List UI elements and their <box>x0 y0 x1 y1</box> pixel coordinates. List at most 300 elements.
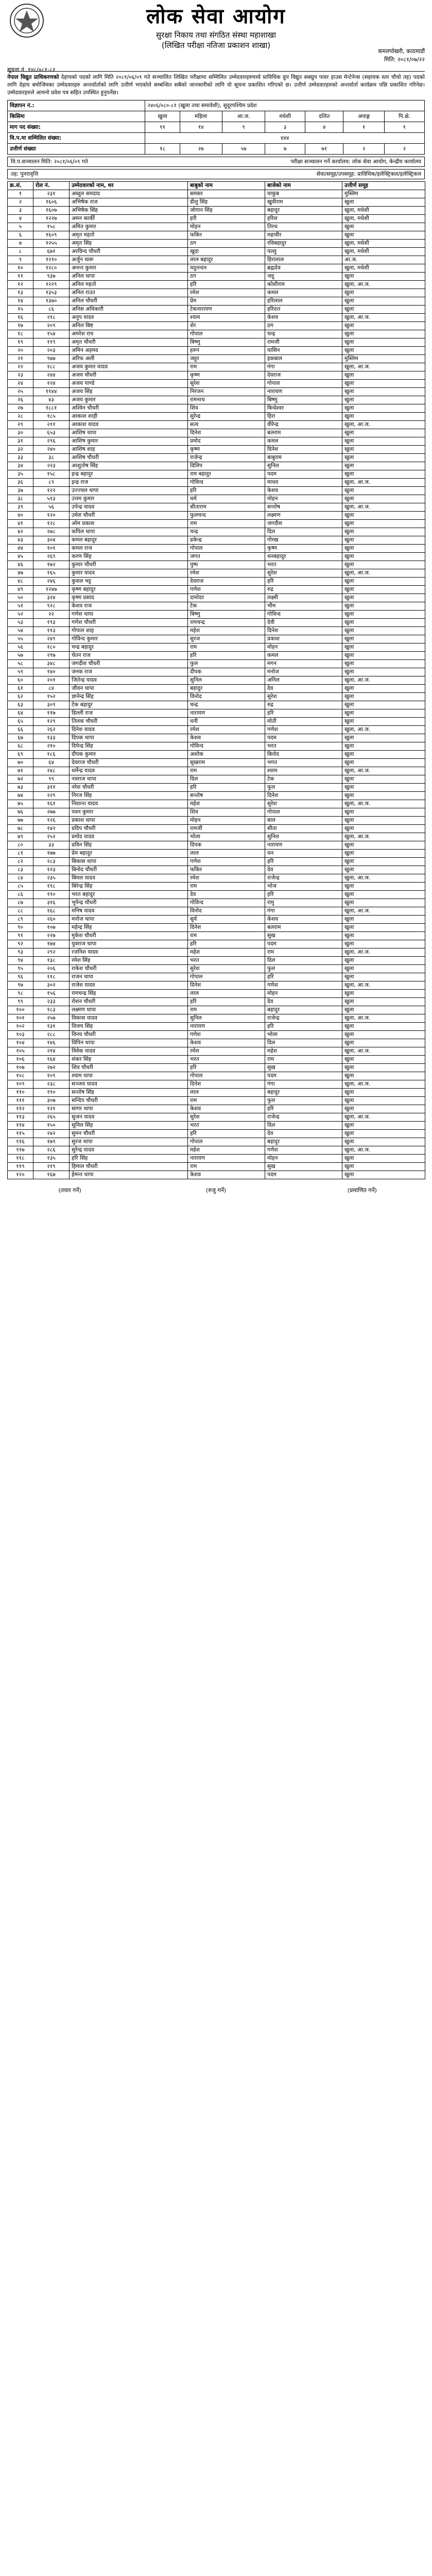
cell-roll: १८० <box>33 643 70 652</box>
cell-name: अरिफ अली <box>70 355 188 363</box>
cell-serial: १११ <box>8 1097 33 1105</box>
cell-grandfather: पदम <box>265 470 342 479</box>
cell-serial: १०८ <box>8 1072 33 1080</box>
cell-father: हरी <box>188 215 265 223</box>
cell-serial: ३३ <box>8 454 33 462</box>
cell-serial: ११० <box>8 1089 33 1097</box>
cell-group: खुला, आ.ज. <box>342 479 425 487</box>
table-row <box>8 1072 425 1080</box>
notice-number: सूचना नं. १४८/०८१-८२ <box>7 66 56 73</box>
cell-father: ठग <box>188 273 265 281</box>
cell-group: खुला <box>342 693 425 701</box>
cell-roll: २०९ <box>33 322 70 330</box>
cell-roll: १२० <box>33 512 70 520</box>
cell-grandfather: राजेन्द्र <box>265 874 342 883</box>
table-row <box>8 190 425 198</box>
cell-roll: १२८० <box>33 264 70 273</box>
cell-serial: ७८ <box>8 825 33 833</box>
cell-father: दिल <box>188 775 265 784</box>
cell-group: खुला <box>342 1155 425 1163</box>
cell-roll: २५२ <box>33 833 70 841</box>
page-title: लोक सेवा आयोग <box>146 5 286 28</box>
cell-grandfather: सुरेश <box>265 693 342 701</box>
table-row <box>8 833 425 841</box>
table-row <box>8 215 425 223</box>
cell-father: गोविन्द <box>188 742 265 751</box>
table-row <box>8 718 425 726</box>
cell-grandfather: बहादुर <box>265 207 342 215</box>
cell-name: सुजन यादव <box>70 1113 188 1122</box>
cell-grandfather: पदम <box>265 734 342 742</box>
cell-grandfather: धन <box>265 850 342 858</box>
cell-roll: १६०६ <box>33 198 70 207</box>
cell-name: सुनिल सिंह <box>70 1122 188 1130</box>
cell-serial: ९८ <box>8 990 33 998</box>
cell-group: खुला, मधेशी <box>342 264 425 273</box>
table-row <box>8 1031 425 1039</box>
table-row <box>8 734 425 742</box>
cell-father: दिपक <box>188 841 265 850</box>
cell-roll: २४४ <box>33 371 70 380</box>
cell-serial: ६५ <box>8 718 33 726</box>
cell-father: नारायण <box>188 1023 265 1031</box>
cell-group: खुला, आ.ज. <box>342 800 425 808</box>
cell-grandfather: कोशीराम <box>265 281 342 289</box>
results-body <box>8 190 425 1179</box>
cell-group: खुला <box>342 808 425 817</box>
cell-roll: ९७७ <box>33 355 70 363</box>
cell-group: खुला <box>342 1105 425 1113</box>
cell-name: अजय सिंह <box>70 388 188 396</box>
cell-serial: ७५ <box>8 800 33 808</box>
cell-father: शिव <box>188 808 265 817</box>
cell-group: खुला, आ.ज. <box>342 1146 425 1155</box>
cell-grandfather: राम <box>265 1056 342 1064</box>
cell-serial: ६७ <box>8 734 33 742</box>
cell-group: खुला, आ.ज. <box>342 314 425 322</box>
cell-group: खुला, आ.ज. <box>342 907 425 916</box>
cell-father: प्रेम <box>188 297 265 306</box>
exam-office: परीक्षा सञ्चालन गर्ने कार्यालय: लोक सेवा आयोग, केन्द्रीय कार्यालय <box>290 159 421 165</box>
table-row <box>8 413 425 421</box>
table-row <box>8 742 425 751</box>
cell-grandfather: हरिश <box>265 215 342 223</box>
cell-group: खुला <box>342 850 425 858</box>
cell-group: खुला <box>342 495 425 503</box>
cell-grandfather: सुरेश <box>265 569 342 578</box>
cell-group: खुला <box>342 396 425 404</box>
cell-serial: ६९ <box>8 751 33 759</box>
page-subtitle: सुरक्षा निकाय तथा संगठित संस्था महाशाखा <box>155 30 277 40</box>
cell-group: खुला <box>342 462 425 470</box>
table-row <box>8 767 425 775</box>
cell-roll: १६५ <box>33 569 70 578</box>
cell-father: गोपाल <box>188 1072 265 1080</box>
cell-group: खुला <box>342 660 425 668</box>
cell-serial: ८४ <box>8 874 33 883</box>
cell-group: खुला <box>342 940 425 948</box>
cell-roll: १८८ <box>33 363 70 371</box>
cell-father: हरि <box>188 784 265 792</box>
cell-grandfather: बिन्देश्वर <box>265 404 342 413</box>
cell-group: खुला <box>342 553 425 561</box>
cell-name: अनन्त कुमार <box>70 264 188 273</box>
cell-name: रमेश सिंह <box>70 957 188 965</box>
cell-grandfather: मोहन <box>265 643 342 652</box>
cell-group: खुला <box>342 1064 425 1072</box>
cell-grandfather: हिरा <box>265 413 342 421</box>
cell-group: खुला <box>342 825 425 833</box>
cell-group: खुला <box>342 685 425 693</box>
cell-serial: ४७ <box>8 569 33 578</box>
cell-name: जितेन्द्र यादव <box>70 676 188 685</box>
cell-father: जोगान सिंह <box>188 207 265 215</box>
table-row <box>8 940 425 948</box>
cell-grandfather: दिल <box>265 528 342 536</box>
cell-grandfather: भरत <box>265 742 342 751</box>
cell-name: शिव चौधरी <box>70 1064 188 1072</box>
cell-serial: ८० <box>8 841 33 850</box>
cell-roll: १३७० <box>33 297 70 306</box>
cell-roll: १८८१ <box>33 404 70 413</box>
cell-group: खुला, आ.ज. <box>342 569 425 578</box>
cell-grandfather: दिल <box>265 957 342 965</box>
table-row <box>8 825 425 833</box>
cell-grandfather: मोहन <box>265 1155 342 1163</box>
ad-value: २४०६/०८०-८१ (खुला तथा समावेशी), सुदूरपश्चिम प्रदेश <box>145 100 425 111</box>
table-row <box>8 907 425 916</box>
cell-grandfather: टेक <box>265 775 342 784</box>
cell-group: खुला <box>342 775 425 784</box>
cell-name: बिमल यादव <box>70 874 188 883</box>
cell-name: अर्जुन थारू <box>70 256 188 264</box>
cell-father: लाल <box>188 990 265 998</box>
cell-father: सुखराम <box>188 759 265 767</box>
table-row <box>8 363 425 371</box>
cell-father: केशव <box>188 734 265 742</box>
cell-name: उत्तम कुमार <box>70 495 188 503</box>
cell-name: कुमार चौधरी <box>70 561 188 569</box>
cell-roll: १९८ <box>33 883 70 891</box>
cell-roll: २०१ <box>33 676 70 685</box>
cell-name: चेतन राज <box>70 652 188 660</box>
cell-serial: ८६ <box>8 891 33 899</box>
cell-group: खुला <box>342 1056 425 1064</box>
cell-roll: २९२ <box>33 948 70 957</box>
table-row <box>8 1138 425 1146</box>
cell-father: राम <box>188 767 265 775</box>
cell-group: खुला <box>342 652 425 660</box>
cell-serial: ५९ <box>8 668 33 676</box>
cell-roll: १५६ <box>33 990 70 998</box>
cell-serial: ३२ <box>8 446 33 454</box>
cell-serial: २९ <box>8 421 33 429</box>
cell-name: प्रदिप चौधरी <box>70 825 188 833</box>
cell-father: देवराज <box>188 578 265 586</box>
cell-group: खुला <box>342 437 425 446</box>
cell-name: विवेक यादव <box>70 1047 188 1056</box>
cell-group: खुला <box>342 306 425 314</box>
cell-father: रमेश <box>188 726 265 734</box>
cell-father: राम <box>188 643 265 652</box>
cell-name: प्रकाश थापा <box>70 817 188 825</box>
cell-grandfather: अनिल <box>265 676 342 685</box>
cell-roll: २९७ <box>33 652 70 660</box>
cell-roll: १२१० <box>33 256 70 264</box>
cell-name: अश्विन चौधरी <box>70 404 188 413</box>
cell-group: खुला <box>342 545 425 553</box>
table-row <box>8 223 425 231</box>
cell-serial: ४० <box>8 512 33 520</box>
cell-group: खुला <box>342 627 425 635</box>
table-row <box>8 1014 425 1023</box>
type-label: किसिमः <box>8 111 145 122</box>
table-row <box>8 462 425 470</box>
cell-grandfather: बिनोद <box>265 751 342 759</box>
cell-grandfather: देवराज <box>265 371 342 380</box>
table-row <box>8 643 425 652</box>
cell-father: यदुनन्दन <box>188 264 265 273</box>
cell-group: खुला <box>342 388 425 396</box>
table-row <box>8 528 425 536</box>
cell-name: उज्ज्वल थापा <box>70 487 188 495</box>
cell-roll: ३४८ <box>33 660 70 668</box>
cell-roll: १६१ <box>33 800 70 808</box>
cell-serial: ७४ <box>8 792 33 800</box>
cell-group: खुला <box>342 858 425 866</box>
cell-group: खुला <box>342 792 425 800</box>
table-row <box>8 957 425 965</box>
intro-paragraph <box>7 71 425 97</box>
cell-group: खुला <box>342 536 425 545</box>
cell-father: चन्द्र <box>188 701 265 709</box>
cell-roll: २४६ <box>33 578 70 586</box>
cell-name: उमेश चौधरी <box>70 512 188 520</box>
cell-group: खुला, मधेशी <box>342 207 425 215</box>
cell-group: खुला, आ.ज. <box>342 363 425 371</box>
table-row <box>8 569 425 578</box>
cell-father: दिनेश <box>188 429 265 437</box>
cell-roll: १२४७ <box>33 586 70 594</box>
cell-grandfather: लक्ष्मी <box>265 594 342 602</box>
cell-grandfather: तिरथ <box>265 223 342 231</box>
cell-grandfather: हरि <box>265 709 342 718</box>
cell-serial: १४ <box>8 297 33 306</box>
signature-footer <box>7 1187 425 1194</box>
cell-grandfather: मोहन <box>265 495 342 503</box>
cell-roll: ४३ <box>33 396 70 404</box>
cell-name: आकाश शाही <box>70 413 188 421</box>
table-row <box>8 1163 425 1171</box>
cell-father: राम <box>188 1097 265 1105</box>
cell-name: विकास यादव <box>70 1014 188 1023</box>
cell-roll: २३८ <box>33 1080 70 1089</box>
cell-name: आशिष चौधरी <box>70 454 188 462</box>
cell-group: खुला <box>342 784 425 792</box>
cell-serial: २७ <box>8 404 33 413</box>
cell-father: नारायण <box>188 709 265 718</box>
cell-name: विनय चौधरी <box>70 1031 188 1039</box>
cell-grandfather: मोती <box>265 718 342 726</box>
table-row <box>8 701 425 709</box>
cell-name: बिनोद चौधरी <box>70 866 188 874</box>
cell-group: खुला, आ.ज. <box>342 676 425 685</box>
cell-serial: ४२ <box>8 528 33 536</box>
cell-roll: १०१ <box>33 545 70 553</box>
cell-father: सुनिल <box>188 1014 265 1023</box>
cell-roll: ३३ <box>33 841 70 850</box>
seat-row-type: किसिमः खुला महिला आ.ज. मधेशी दलित अपाङ्ग पि.क्षे. <box>8 111 425 122</box>
cell-father: राजेन्द्र <box>188 454 265 462</box>
cell-name: नरेश चौधरी <box>70 784 188 792</box>
cell-serial: १० <box>8 264 33 273</box>
table-row <box>8 784 425 792</box>
cell-group: खुला, आ.ज. <box>342 726 425 734</box>
table-row <box>8 883 425 891</box>
cell-serial: ११ <box>8 273 33 281</box>
table-row <box>8 1155 425 1163</box>
cell-grandfather: फुल <box>265 965 342 973</box>
cell-name: अजय कुमार <box>70 396 188 404</box>
cell-grandfather: कमल <box>265 437 342 446</box>
cell-father: विनोद <box>188 693 265 701</box>
cell-grandfather: गणेश <box>265 981 342 990</box>
cell-roll: १८६ <box>33 751 70 759</box>
table-row <box>8 693 425 701</box>
cell-serial: ७६ <box>8 808 33 817</box>
seat-table <box>7 100 425 155</box>
cell-roll: ११४४ <box>33 388 70 396</box>
cell-grandfather: रामु <box>265 899 342 907</box>
cell-father: धर्म <box>188 495 265 503</box>
cell-roll: १३५३ <box>33 289 70 297</box>
table-row <box>8 981 425 990</box>
cell-name: निरज सिंह <box>70 792 188 800</box>
cell-serial: २० <box>8 347 33 355</box>
cell-serial: ९४ <box>8 957 33 965</box>
cell-roll: १०९ <box>33 1072 70 1080</box>
cell-roll: १२६ <box>33 817 70 825</box>
cell-name: राकेश चौधरी <box>70 965 188 973</box>
cell-name: भरत बहादुर <box>70 891 188 899</box>
intro-text: देहायको पदको लागि मिति २०८१/०६/०९ गते सञ्चालित लिखित परीक्षामा सम्मिलित उम्मेदवारहरुमध्ये प्राविधिक ग्रुप विद्युत सबग्रुप पावर हाउस मेन्टेनेन्स (सहायक स्तर चौथो तह) पदको लागि देहाय बमोजिमका उम्मेदवारहरु अन्तर्वार्ताको लागि उत्तीर्ण भएकोले सम्बन्धित सबैको जानकारीको लागि यो सूचना प्रकाशित गरिएको छ। उत्तीर्ण उम्मेदवारहरुको अन्तर्वार्ता कार्यक्रम पछि प्रकाशित गरिनेछ। उम्मेदवारहरुले आफ्नो प्रवेश पत्र सहित उपस्थित हुनुपर्नेछ। <box>7 74 425 96</box>
table-row <box>8 586 425 594</box>
cell-name: आशुतोष सिंह <box>70 462 188 470</box>
cell-grandfather: हरि <box>265 578 342 586</box>
cell-serial: ८ <box>8 248 33 256</box>
cell-roll: १७७ <box>33 850 70 858</box>
cell-grandfather: गोपाल <box>265 808 342 817</box>
cell-group: खुला <box>342 586 425 594</box>
cell-group: खुला <box>342 924 425 932</box>
table-row <box>8 1039 425 1047</box>
cell-roll: १५८ <box>33 470 70 479</box>
cell-serial: ६६ <box>8 726 33 734</box>
cell-grandfather: भोज <box>265 883 342 891</box>
table-row <box>8 1056 425 1064</box>
cell-grandfather: ब्रह्मदेव <box>265 264 342 273</box>
cell-father: गणेश <box>188 586 265 594</box>
cell-name: ज्ञानेन्द्र सिंह <box>70 693 188 701</box>
cell-group: खुला <box>342 338 425 347</box>
cell-serial: १ <box>8 190 33 198</box>
cell-grandfather: सुनिल <box>265 462 342 470</box>
cell-serial: ८७ <box>8 899 33 907</box>
cell-father: अशोक <box>188 751 265 759</box>
cell-father: बिष्णु <box>188 338 265 347</box>
cell-father: हरुन <box>188 347 265 355</box>
table-row <box>8 817 425 825</box>
cell-grandfather: भगत <box>265 759 342 767</box>
cell-father: फुल <box>188 660 265 668</box>
cell-serial: २४ <box>8 380 33 388</box>
cell-father: कृष्ण <box>188 371 265 380</box>
table-row <box>8 611 425 619</box>
cell-roll: ६५३ <box>33 429 70 437</box>
cell-group: खुला <box>342 998 425 1006</box>
cell-grandfather: हरि <box>265 1023 342 1031</box>
cell-roll: २३५ <box>33 874 70 883</box>
cell-grandfather: बहादुर <box>265 1089 342 1097</box>
table-row <box>8 536 425 545</box>
cell-group: खुला <box>342 413 425 421</box>
cell-father: रमेश <box>188 289 265 297</box>
cell-name: अजय चौधरी <box>70 371 188 380</box>
cell-grandfather: देवी <box>265 619 342 627</box>
cell-grandfather: रुद्र <box>265 701 342 709</box>
cell-roll: २१० <box>33 742 70 751</box>
cell-roll: ११० <box>33 891 70 899</box>
cell-grandfather: देव <box>265 998 342 1006</box>
cell-serial: ११९ <box>8 1163 33 1171</box>
cell-father: राम <box>188 1006 265 1014</box>
col-group: उत्तीर्ण समूह <box>342 182 425 190</box>
psc-emblem-icon <box>9 3 44 38</box>
cell-serial: ६४ <box>8 709 33 718</box>
cell-grandfather: रविबहादुर <box>265 240 342 248</box>
cell-name: पवन कुमार <box>70 808 188 817</box>
cell-grandfather: देव <box>265 685 342 693</box>
table-row <box>8 808 425 817</box>
cell-group: खुला, मधेशी <box>342 240 425 248</box>
cell-father: प्रमोद <box>188 437 265 446</box>
cell-serial: ६२ <box>8 693 33 701</box>
cell-grandfather: नारायण <box>265 388 342 396</box>
cell-roll: ३०४ <box>33 536 70 545</box>
table-row <box>8 248 425 256</box>
cell-serial: ९० <box>8 924 33 932</box>
table-row <box>8 874 425 883</box>
cell-roll: १२४ <box>33 380 70 388</box>
cell-serial: ६० <box>8 676 33 685</box>
cell-father: गोविन्द <box>188 899 265 907</box>
cell-father: खुदा <box>188 248 265 256</box>
cell-roll: २१८ <box>33 314 70 322</box>
cell-father: गोपाल <box>188 1138 265 1146</box>
cell-father: लाल <box>188 850 265 858</box>
cell-name: आशिष कुमार <box>70 437 188 446</box>
cell-group: खुला <box>342 1097 425 1105</box>
cell-group: खुला <box>342 899 425 907</box>
cell-group: खुला <box>342 817 425 825</box>
cell-group: खुला <box>342 635 425 643</box>
cell-roll: २४८ <box>33 767 70 775</box>
cell-name: महेन्द्र सिंह <box>70 924 188 932</box>
table-row <box>8 1047 425 1056</box>
appeared-label: वि.प.मा सम्मिलित संख्या: <box>8 133 145 144</box>
cell-grandfather: महावीर <box>265 231 342 240</box>
cell-serial: १६ <box>8 314 33 322</box>
